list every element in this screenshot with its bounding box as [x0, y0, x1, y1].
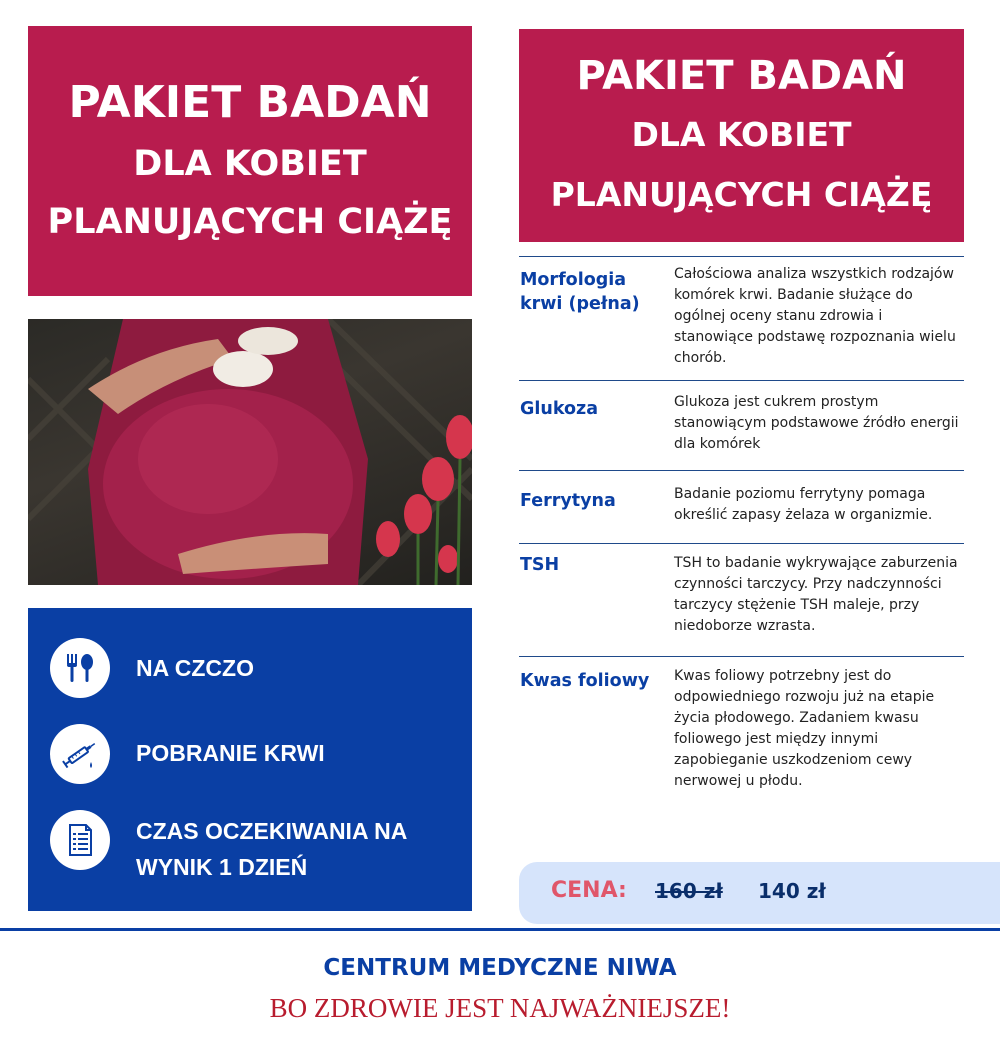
- fork-spoon-icon: [50, 638, 110, 698]
- title-line-1: PAKIET BADAŃ: [576, 52, 907, 99]
- table-row: [519, 380, 964, 470]
- clinic-slogan: BO ZDROWIE JEST NAJWAŻNIEJSZE!: [269, 993, 731, 1023]
- new-price: 140 zł: [758, 879, 826, 903]
- price-bar: [519, 862, 1000, 924]
- test-name: Glukoza: [520, 399, 599, 419]
- clinic-name: CENTRUM MEDYCZNE NIWA: [323, 955, 677, 981]
- pregnant-woman-photo: [28, 319, 472, 585]
- table-row: [519, 543, 964, 656]
- title-line-2: DLA KOBIET: [631, 114, 852, 154]
- test-description: Całościowa analiza wszystkich rodzajów komórek krwi. Badanie służące do ogólnej oceny stanu zdrowia i stanowiące podstawę rozpoznania wielu chorób.: [674, 266, 956, 366]
- footer-divider: [0, 928, 1000, 931]
- info-text-wait-line-2: WYNIK 1 DZIEŃ: [136, 854, 308, 880]
- test-name: TSH: [520, 555, 560, 575]
- table-row: [519, 470, 964, 543]
- results-document-icon: [50, 810, 110, 870]
- info-text-blood-draw: POBRANIE KRWI: [136, 740, 325, 766]
- info-text-fasting: NA CZCZO: [136, 655, 254, 681]
- title-line-2: DLA KOBIET: [133, 144, 367, 184]
- test-description: Kwas foliowy potrzebny jest do odpowiedniego rozwoju już na etapie życia płodowego. Zadaniem kwasu foliowego jest między innymi zapobieganie uszkodzeniom cewy nerwowej u płodu.: [674, 668, 935, 789]
- old-price: 160 zł: [655, 879, 723, 903]
- test-description: Badanie poziomu ferrytyny pomaga określić zapasy żelaza w organizmie.: [674, 486, 933, 523]
- test-name: Kwas foliowy: [520, 671, 650, 691]
- test-name: Morfologia krwi (pełna): [520, 270, 640, 314]
- title-line-1: PAKIET BADAŃ: [68, 77, 432, 128]
- test-name: Ferrytyna: [520, 491, 616, 511]
- test-description: TSH to badanie wykrywające zaburzenia czynności tarczycy. Przy nadczynności tarczycy stężenie TSH maleje, przy niedoborze wzrasta.: [674, 555, 958, 634]
- syringe-icon: [50, 724, 110, 784]
- table-row: [519, 656, 964, 806]
- test-description: Glukoza jest cukrem prostym stanowiącym podstawowe źródło energii dla komórek: [674, 394, 959, 452]
- table-row: [519, 256, 964, 380]
- info-text-wait-time: [136, 813, 407, 885]
- right-title-banner: [519, 29, 964, 242]
- info-text-wait-line-1: CZAS OCZEKIWANIA NA: [136, 818, 408, 844]
- title-line-3: PLANUJĄCYCH CIĄŻĘ: [550, 174, 933, 214]
- price-label: CENA:: [551, 878, 627, 903]
- info-panel: [28, 608, 472, 911]
- title-line-3: PLANUJĄCYCH CIĄŻĘ: [47, 202, 453, 242]
- left-title-banner: [28, 26, 472, 296]
